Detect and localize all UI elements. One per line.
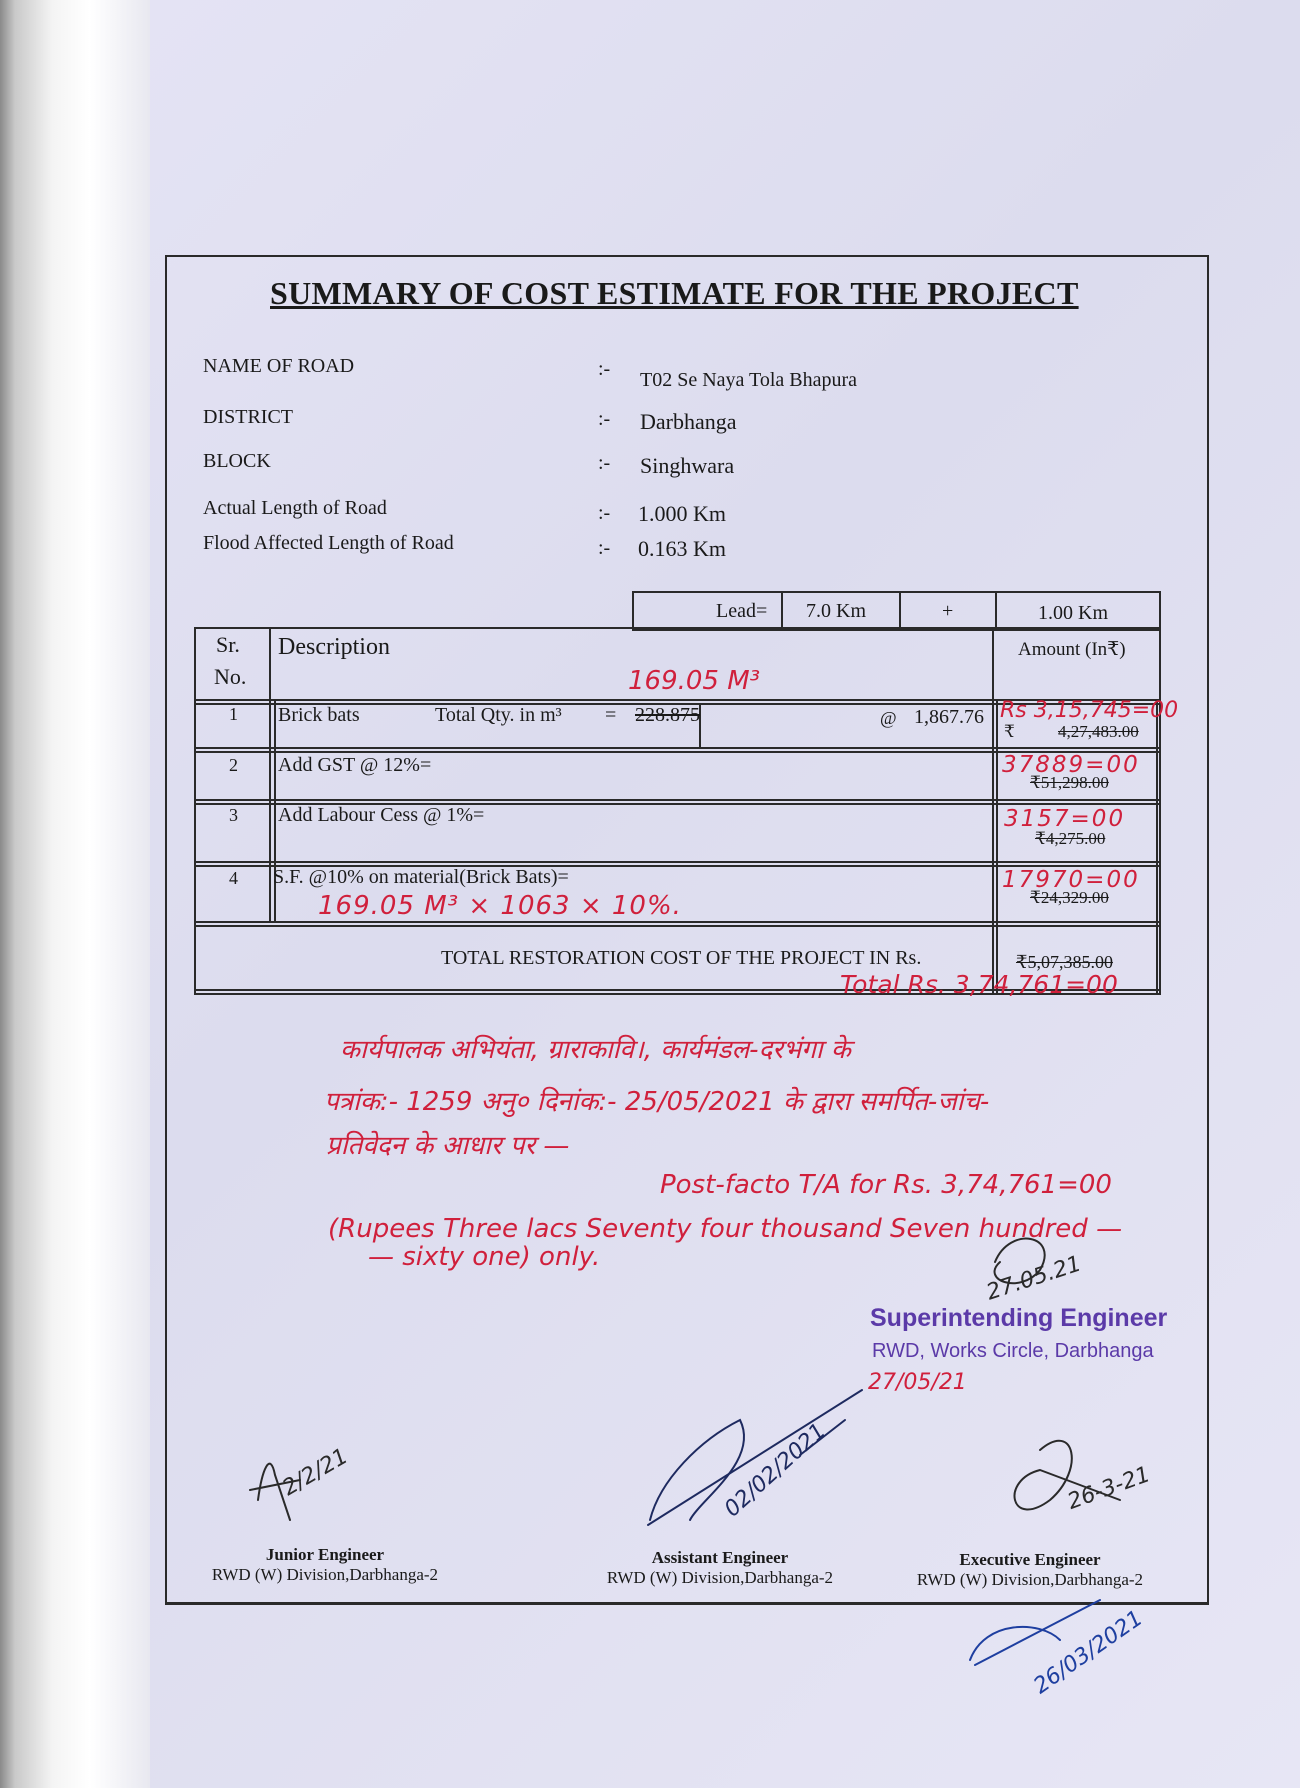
note-line-5: (Rupees Three lacs Seventy four thousand Seven hundred — bbox=[328, 1214, 1123, 1244]
lead-label: Lead= bbox=[716, 600, 768, 622]
executive-engineer-block bbox=[890, 1550, 1170, 1590]
row2-desc: Add GST @ 12%= bbox=[278, 754, 432, 776]
total-amount: ₹5,07,385.00 bbox=[1016, 952, 1113, 972]
se-initial-date: 27/05/21 bbox=[868, 1370, 967, 1395]
assistant-engineer-office: RWD (W) Division,Darbhanga-2 bbox=[606, 1568, 834, 1587]
document-title: SUMMARY OF COST ESTIMATE FOR THE PROJECT bbox=[270, 275, 1079, 311]
row3-sr: 3 bbox=[229, 805, 238, 825]
assistant-engineer-title: Assistant Engineer bbox=[651, 1548, 789, 1567]
row2-sr: 2 bbox=[229, 755, 238, 775]
row2-amount: ₹51,298.00 bbox=[1030, 773, 1109, 792]
block-label: BLOCK bbox=[203, 450, 271, 472]
district-label: DISTRICT bbox=[203, 406, 293, 428]
se-stamp-title: Superintending Engineer bbox=[870, 1304, 1168, 1332]
row4-amount: ₹24,329.00 bbox=[1030, 888, 1109, 907]
row4-correction: 17970=00 bbox=[1002, 867, 1140, 893]
row1-qty-label: Total Qty. in m³ bbox=[435, 704, 562, 726]
note-line-3: प्रतिवेदन के आधार पर — bbox=[326, 1131, 570, 1161]
ae-signature-date: 02/02/2021 bbox=[719, 1418, 831, 1523]
note-line-2: पत्रांक:- 1259 अनु० दिनांक:- 25/05/2021 के द्वारा समर्पित-जांच- bbox=[324, 1087, 990, 1117]
lead-value: 7.0 Km bbox=[806, 600, 866, 622]
ee-signature-date: 26-3-21 bbox=[1064, 1462, 1154, 1515]
row1-rate: 1,867.76 bbox=[914, 706, 984, 728]
row4-sr: 4 bbox=[229, 868, 238, 888]
row1-at: @ bbox=[880, 708, 897, 728]
total-label: TOTAL RESTORATION COST OF THE PROJECT IN Rs. bbox=[441, 947, 922, 969]
executive-engineer-office: RWD (W) Division,Darbhanga-2 bbox=[916, 1570, 1144, 1589]
junior-engineer-title: Junior Engineer bbox=[265, 1545, 385, 1564]
row3-desc: Add Labour Cess @ 1%= bbox=[278, 804, 485, 826]
row3-amount: ₹4,275.00 bbox=[1035, 829, 1106, 848]
lead-extra: 1.00 Km bbox=[1038, 602, 1108, 624]
road-name-colon: :- bbox=[598, 358, 611, 380]
flood-length-colon: :- bbox=[598, 537, 611, 559]
note-line-4: Post-facto T/A for Rs. 3,74,761=00 bbox=[660, 1170, 1112, 1200]
se-date: 27.05.21 bbox=[983, 1251, 1085, 1306]
row1-desc: Brick bats bbox=[278, 704, 360, 726]
note-line-6: — sixty one) only. bbox=[368, 1242, 601, 1272]
row3-correction: 3157=00 bbox=[1004, 806, 1126, 832]
district-value: Darbhanga bbox=[640, 409, 737, 434]
district-colon: :- bbox=[598, 408, 611, 430]
block-colon: :- bbox=[598, 452, 611, 474]
row4-formula: 169.05 M³ × 1063 × 10%. bbox=[318, 891, 682, 921]
row1-amount: 4,27,483.00 bbox=[1058, 722, 1139, 741]
flood-length-label: Flood Affected Length of Road bbox=[203, 532, 454, 554]
row1-correction: Rs 3,15,745=00 bbox=[1000, 698, 1179, 723]
actual-length-label: Actual Length of Road bbox=[203, 497, 387, 519]
assistant-engineer-block bbox=[580, 1548, 860, 1588]
total-correction: Total Rs. 3,74,761=00 bbox=[840, 970, 1118, 999]
executive-engineer-title: Executive Engineer bbox=[959, 1550, 1101, 1569]
flood-length-value: 0.163 Km bbox=[638, 536, 726, 561]
junior-engineer-office: RWD (W) Division,Darbhanga-2 bbox=[211, 1565, 439, 1584]
row2-correction: 37889=00 bbox=[1002, 752, 1140, 778]
row1-sr: 1 bbox=[229, 704, 238, 724]
row1-eq: = bbox=[605, 704, 617, 726]
no-header: No. bbox=[214, 664, 247, 689]
row1-currency: ₹ bbox=[1004, 722, 1015, 741]
row1-qty: 228.875 bbox=[635, 704, 700, 726]
description-header: Description bbox=[278, 634, 390, 660]
amount-header: Amount (In₹) bbox=[1018, 639, 1126, 660]
road-name-label: NAME OF ROAD bbox=[203, 355, 355, 377]
actual-length-colon: :- bbox=[598, 502, 611, 524]
qty-correction: 169.05 M³ bbox=[628, 666, 761, 696]
row4-desc: S.F. @10% on material(Brick Bats)= bbox=[273, 866, 569, 888]
sr-header: Sr. bbox=[216, 632, 240, 657]
actual-length-value: 1.000 Km bbox=[638, 501, 726, 526]
note-line-1: कार्यपालक अभियंता, ग्राराकावि।, कार्यमंडल-दरभंगा के bbox=[340, 1035, 851, 1065]
se-stamp-office: RWD, Works Circle, Darbhanga bbox=[872, 1340, 1154, 1362]
road-name-value: T02 Se Naya Tola Bhapura bbox=[640, 369, 858, 391]
je-signature-date: 2/2/21 bbox=[278, 1443, 353, 1502]
lead-plus: + bbox=[942, 600, 954, 622]
blue-signature-date: 26/03/2021 bbox=[1029, 1605, 1148, 1700]
junior-engineer-block bbox=[185, 1545, 465, 1585]
block-value: Singhwara bbox=[640, 453, 735, 478]
